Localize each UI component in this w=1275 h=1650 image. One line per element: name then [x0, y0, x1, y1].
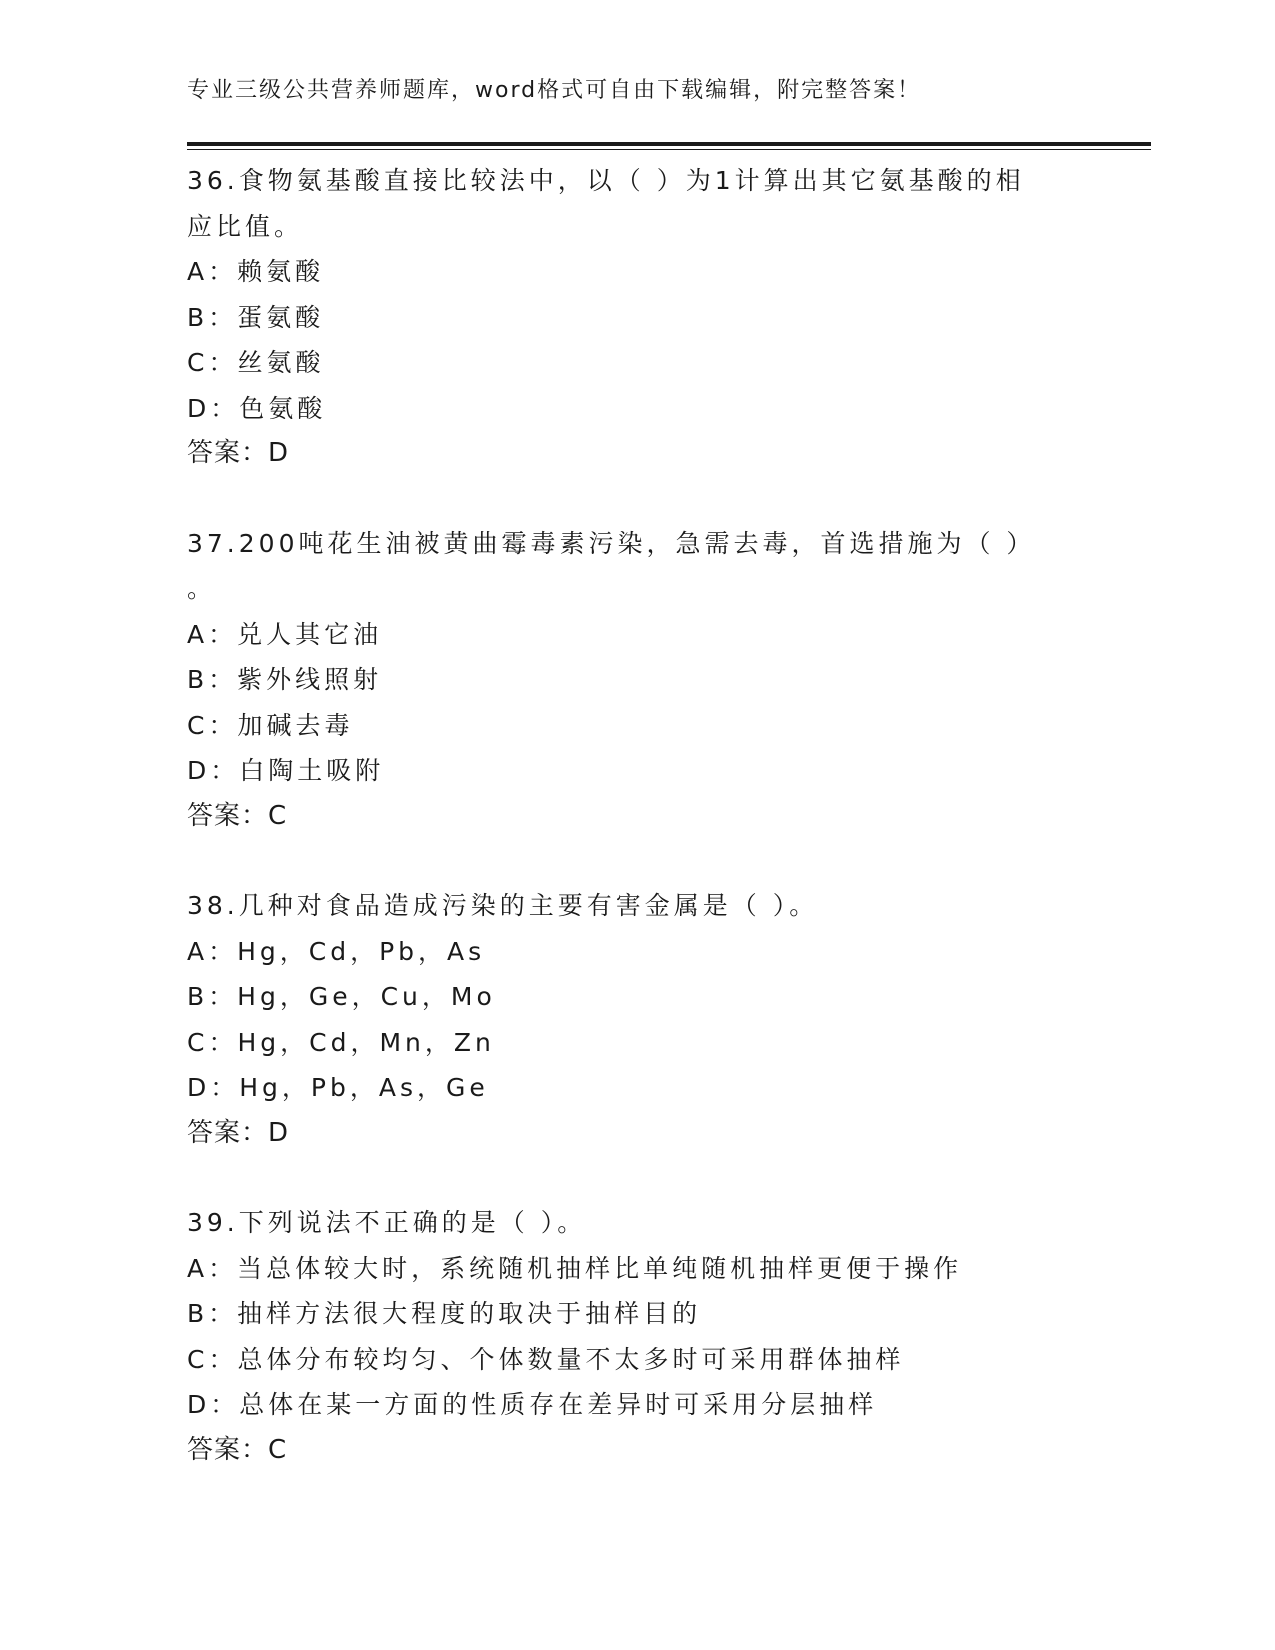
option-d: D：Hg，Pb，As，Ge [187, 1073, 489, 1102]
document-header: 专业三级公共营养师题库，word格式可自由下载编辑，附完整答案！ [187, 78, 922, 103]
option-b: B：Hg，Ge，Cu，Mo [187, 982, 496, 1011]
answer: 答案：C [187, 800, 288, 831]
question-stem: 36.食物氨基酸直接比较法中，以（ ）为1计算出其它氨基酸的相 [187, 166, 1025, 195]
option-c: C：加碱去毒 [187, 710, 354, 740]
header-rule-thick [187, 142, 1151, 146]
option-a: A：当总体较大时，系统随机抽样比单纯随机抽样更便于操作 [187, 1253, 963, 1283]
question-stem-continuation: 。 [187, 574, 217, 603]
option-a: A：Hg，Cd，Pb，As [187, 936, 486, 966]
question-36 [187, 158, 1087, 477]
question-list [187, 158, 1087, 1517]
option-b: B：蛋氨酸 [187, 302, 325, 332]
option-a: A：赖氨酸 [187, 257, 325, 286]
question-stem-continuation: 应比值。 [187, 211, 304, 241]
question-stem: 38.几种对食品造成污染的主要有害金属是（ ）。 [187, 891, 819, 920]
question-stem: 39.下列说法不正确的是（ ）。 [187, 1208, 587, 1237]
option-a: A：兑人其它油 [187, 619, 383, 649]
header-rule-thin [187, 149, 1151, 150]
question-stem: 37.200吨花生油被黄曲霉毒素污染，急需去毒，首选措施为（ ） [187, 528, 1036, 558]
answer: 答案：D [187, 1117, 290, 1148]
answer: 答案：C [187, 1434, 288, 1465]
option-d: D：总体在某一方面的性质存在差异时可采用分层抽样 [187, 1390, 878, 1419]
option-b: B：抽样方法很大程度的取决于抽样目的 [187, 1299, 702, 1328]
option-c: C：Hg，Cd，Mn，Zn [187, 1027, 495, 1057]
option-d: D：色氨酸 [187, 393, 327, 423]
option-c: C：丝氨酸 [187, 348, 325, 377]
question-39 [187, 1200, 1087, 1473]
option-d: D：白陶土吸附 [187, 756, 385, 785]
option-b: B：紫外线照射 [187, 665, 383, 694]
question-37 [187, 521, 1087, 840]
answer: 答案：D [187, 438, 290, 468]
question-38 [187, 883, 1087, 1156]
option-c: C：总体分布较均匀、个体数量不太多时可采用群体抽样 [187, 1344, 905, 1374]
